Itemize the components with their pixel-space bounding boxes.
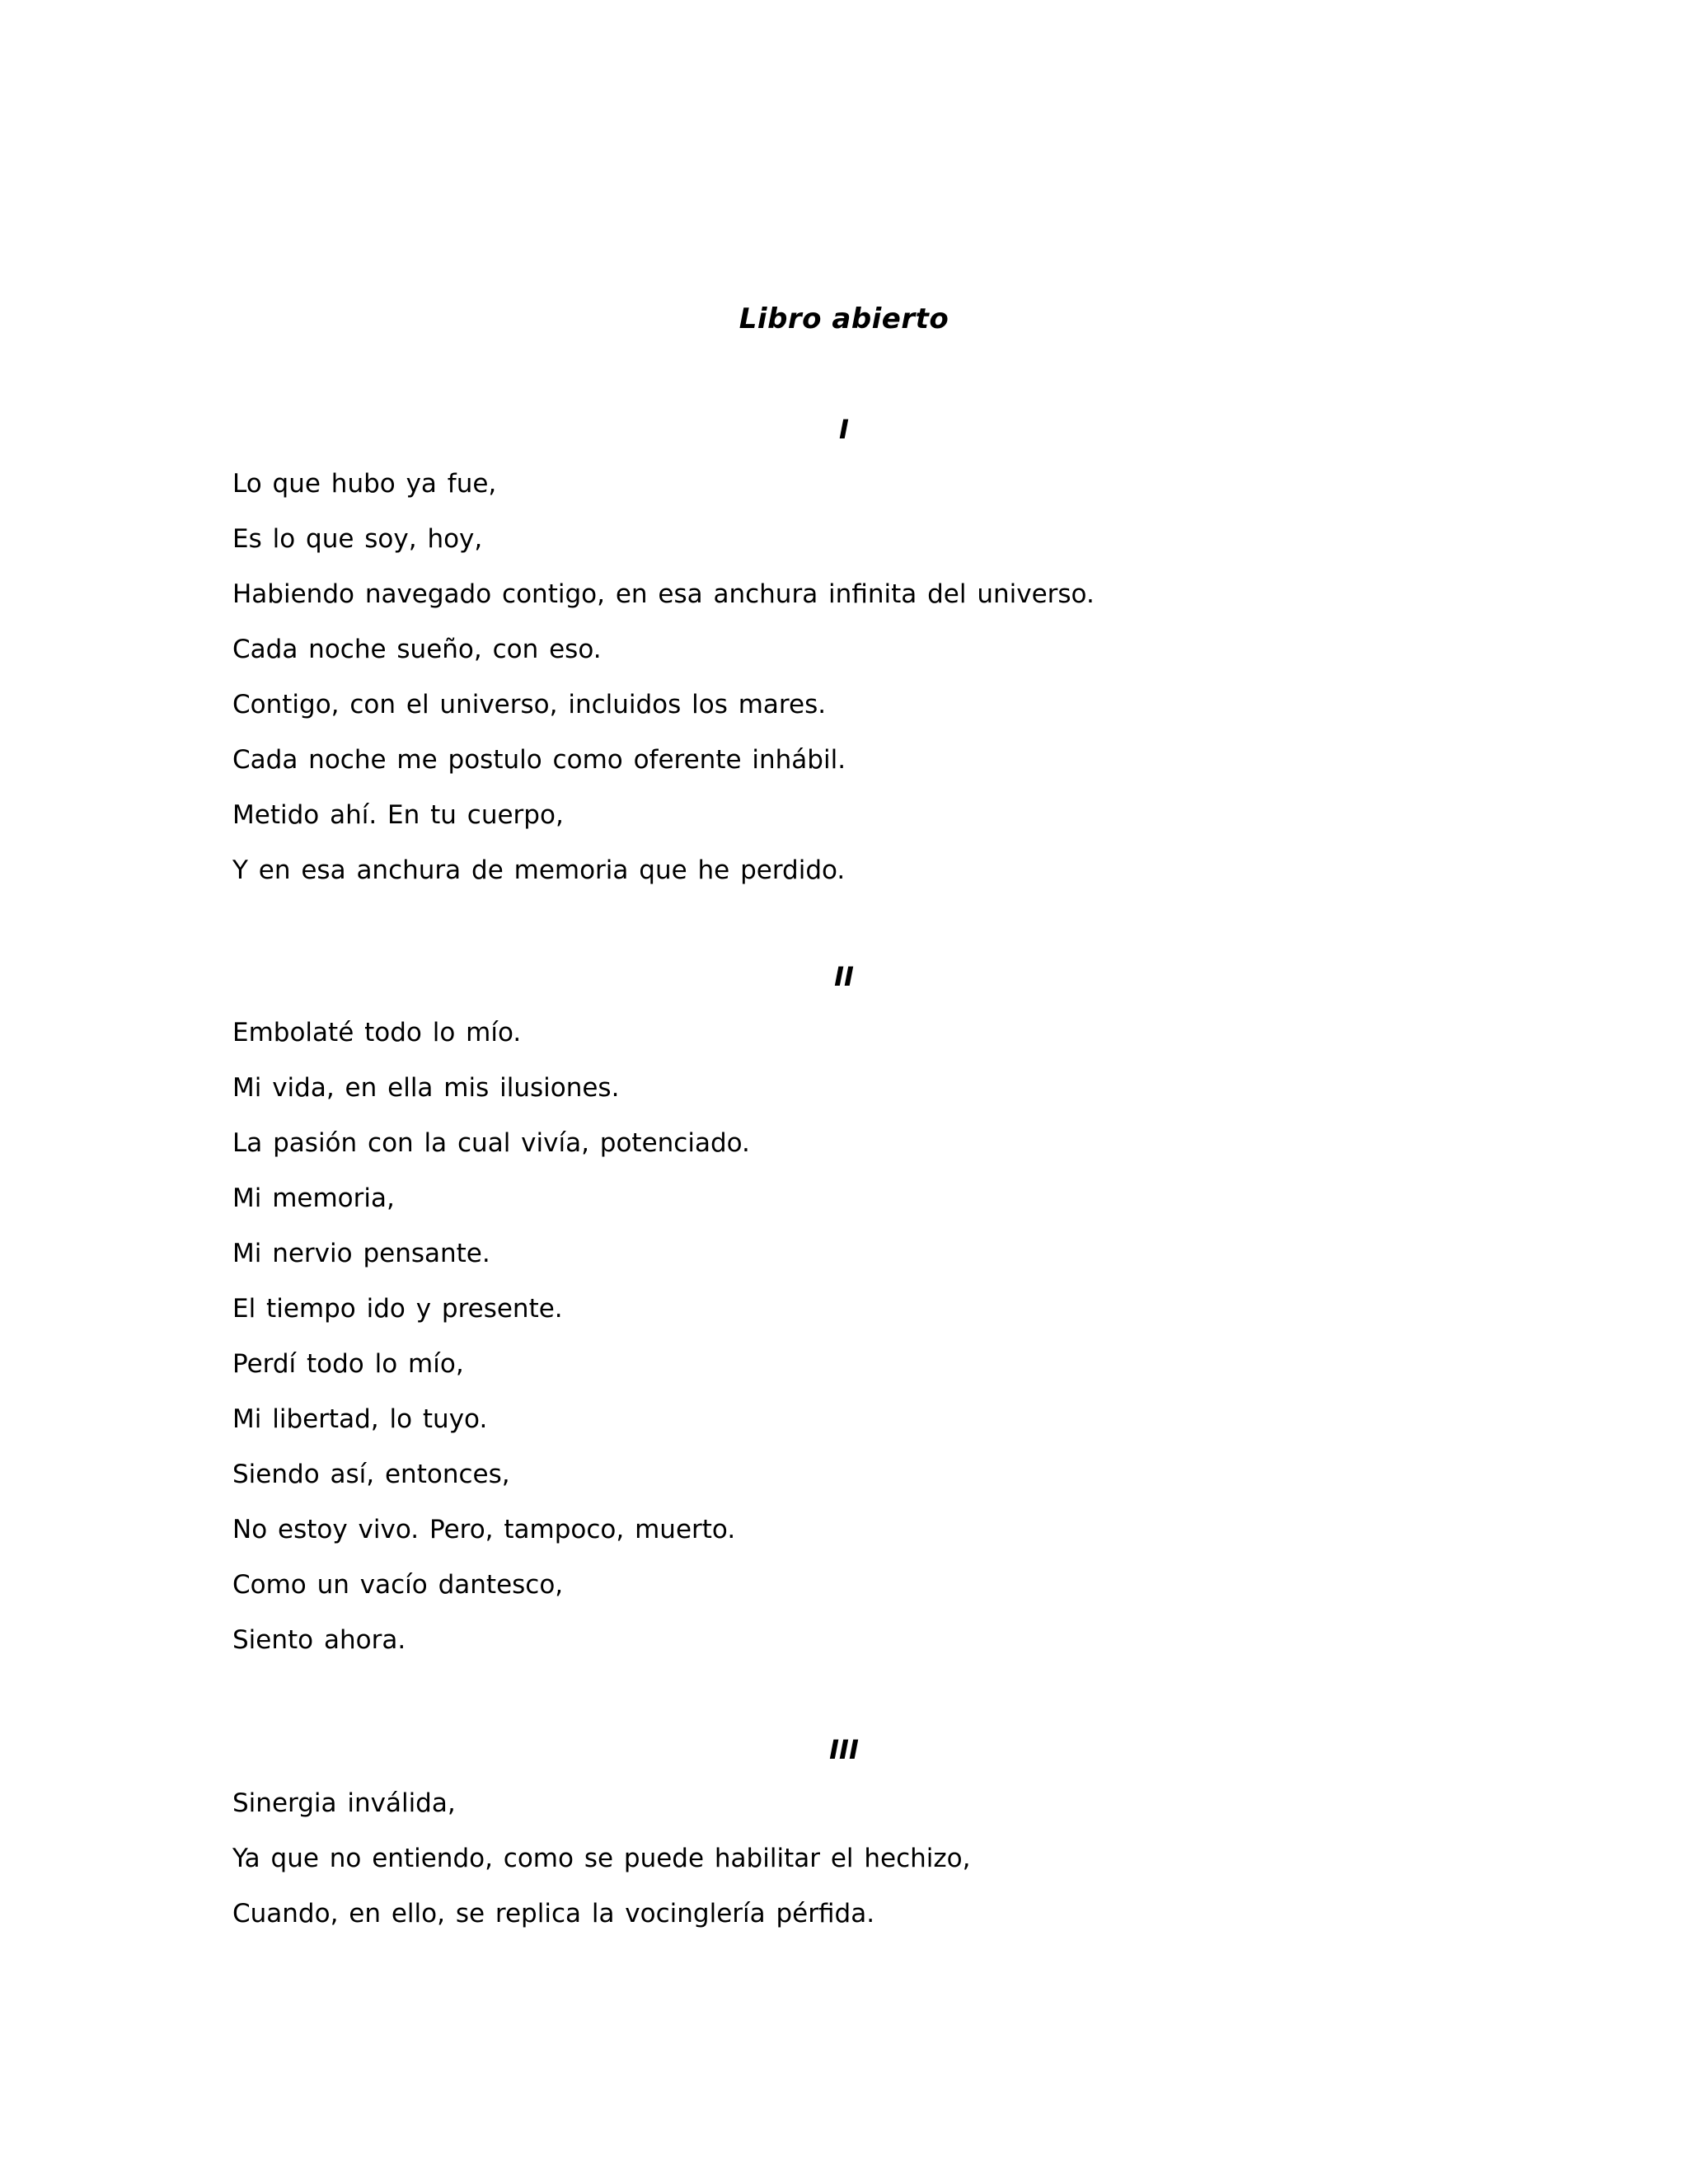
section-number-1: I xyxy=(839,414,849,445)
verse-line: Sinergia inválida, xyxy=(232,1788,456,1818)
verse-line: Habiendo navegado contigo, en esa anchura infinita del universo. xyxy=(232,579,1095,609)
verse-line: Cada noche sueño, con eso. xyxy=(232,635,602,664)
verse-line: Siendo así, entonces, xyxy=(232,1460,510,1489)
verse-line: Ya que no entiendo, como se puede habilitar el hechizo, xyxy=(232,1844,971,1873)
verse-line: Mi nervio pensante. xyxy=(232,1239,490,1268)
verse-line: No estoy vivo. Pero, tampoco, muerto. xyxy=(232,1515,736,1544)
verse-line: La pasión con la cual vivía, potenciado. xyxy=(232,1128,750,1158)
stanza-1 xyxy=(232,463,1469,905)
verse-line: Mi libertad, lo tuyo. xyxy=(232,1404,488,1434)
section-number-2: II xyxy=(834,961,854,992)
verse-line: Es lo que soy, hoy, xyxy=(232,524,483,554)
verse-line: Lo que hubo ya fue, xyxy=(232,469,497,499)
verse-line: Embolaté todo lo mío. xyxy=(232,1018,522,1047)
verse-line: Metido ahí. En tu cuerpo, xyxy=(232,800,564,830)
verse-line: Cada noche me postulo como oferente inhábil. xyxy=(232,745,846,775)
verse-line: Cuando, en ello, se replica la vocinglería pérfida. xyxy=(232,1899,875,1929)
poem-title: Libro abierto xyxy=(738,302,950,335)
verse-line: Y en esa anchura de memoria que he perdido. xyxy=(232,855,846,885)
stanza-3 xyxy=(232,1783,1469,1948)
verse-line: El tiempo ido y presente. xyxy=(232,1294,563,1324)
section-number-3: III xyxy=(829,1734,859,1765)
verse-line: Como un vacío dantesco, xyxy=(232,1570,564,1600)
verse-line: Perdí todo lo mío, xyxy=(232,1349,464,1379)
verse-line: Mi memoria, xyxy=(232,1183,395,1213)
verse-line: Contigo, con el universo, incluidos los mares. xyxy=(232,690,827,719)
verse-line: Mi vida, en ella mis ilusiones. xyxy=(232,1073,620,1103)
stanza-2 xyxy=(232,1012,1469,1675)
verse-line: Siento ahora. xyxy=(232,1625,406,1655)
